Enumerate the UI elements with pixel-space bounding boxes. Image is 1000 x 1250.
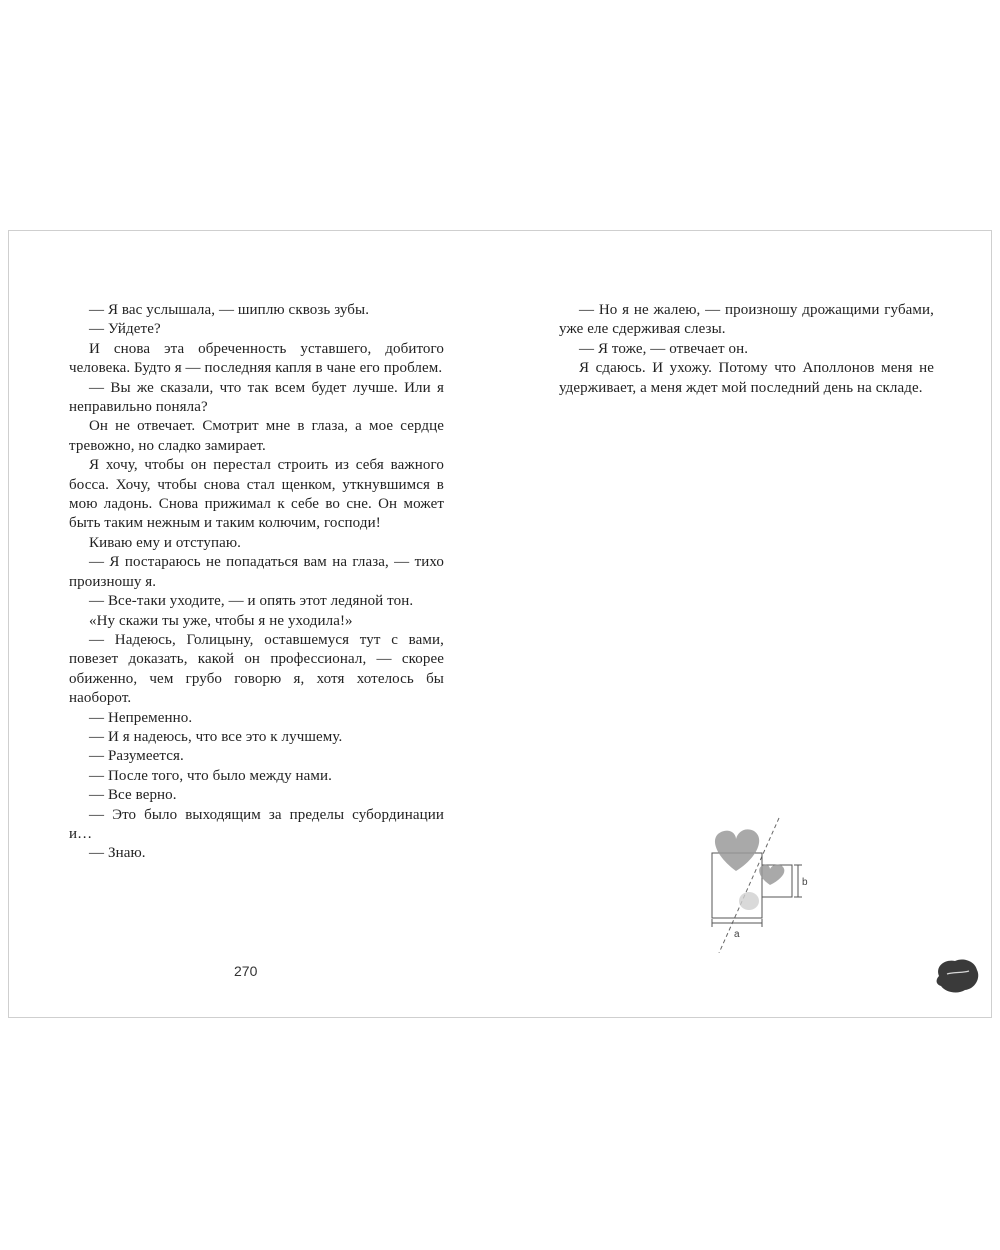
book-spread — [8, 230, 992, 1018]
right-page — [559, 301, 934, 398]
paragraph: Я сдаюсь. И ухожу. Потому что Аполлонов меня не удерживает, а меня ждет мой последний день на складе. — [559, 360, 934, 396]
paragraph: — Я вас услышала, — шиплю сквозь зубы. — [89, 302, 370, 318]
left-page — [69, 301, 444, 864]
paragraph: — Знаю. — [89, 845, 146, 862]
paragraph: И снова эта обреченность уставшего, добитого человека. Будто я — последняя капля в чане его проблем. — [69, 340, 444, 377]
page-number: 270 — [234, 963, 258, 979]
large-heart-icon — [715, 829, 759, 871]
paragraph: Киваю ему и отступаю. — [89, 534, 242, 551]
label-b: b — [802, 877, 808, 888]
paragraph: — Я тоже, — отвечает он. — [579, 340, 749, 357]
paragraph: — Я постараюсь не попадаться вам на глаза, — тихо произношу я. — [69, 554, 444, 590]
paragraph: — Все-таки уходите, — и опять этот ледяной тон. — [89, 593, 414, 610]
hearts-geometry-illustration — [694, 813, 814, 953]
paragraph: — Уйдете? — [89, 321, 161, 338]
paragraph: «Ну скажи ты уже, чтобы я не уходила!» — [89, 612, 353, 629]
paragraph: — И я надеюсь, что все это к лучшему. — [89, 728, 343, 745]
ink-blot-icon — [933, 956, 981, 996]
paragraph: — Все верно. — [89, 787, 177, 804]
paragraph: — Непременно. — [89, 709, 193, 726]
paragraph: Он не отвечает. Смотрит мне в глаза, а мое сердце тревожно, но сладко замирает. — [69, 418, 444, 454]
paragraph: — После того, что было между нами. — [89, 767, 332, 784]
paragraph: Я хочу, чтобы он перестал строить из себя важного босса. Хочу, чтобы снова стал щенком, уткнувшимся в мою ладонь. Снова прижимал к себе во сне. Он может быть таким нежным и таким колючим, господи! — [69, 457, 444, 532]
paragraph: — Это было выходящим за пределы субординации и… — [69, 806, 444, 842]
paragraph: — Вы же сказали, что так всем будет лучше. Или я неправильно поняла? — [69, 379, 444, 416]
small-heart-icon — [759, 865, 784, 885]
label-a: a — [734, 929, 740, 940]
paragraph: — Но я не жалею, — произношу дрожащими губами, уже еле сдерживая слезы. — [559, 302, 934, 338]
paragraph: — Надеюсь, Голицыну, оставшемуся тут с вами, повезет доказать, какой он профессионал, — скорее обиженно, чем грубо говорю я, хотя хотелось бы наоборот. — [69, 631, 444, 707]
paragraph: — Разумеется. — [89, 748, 184, 765]
